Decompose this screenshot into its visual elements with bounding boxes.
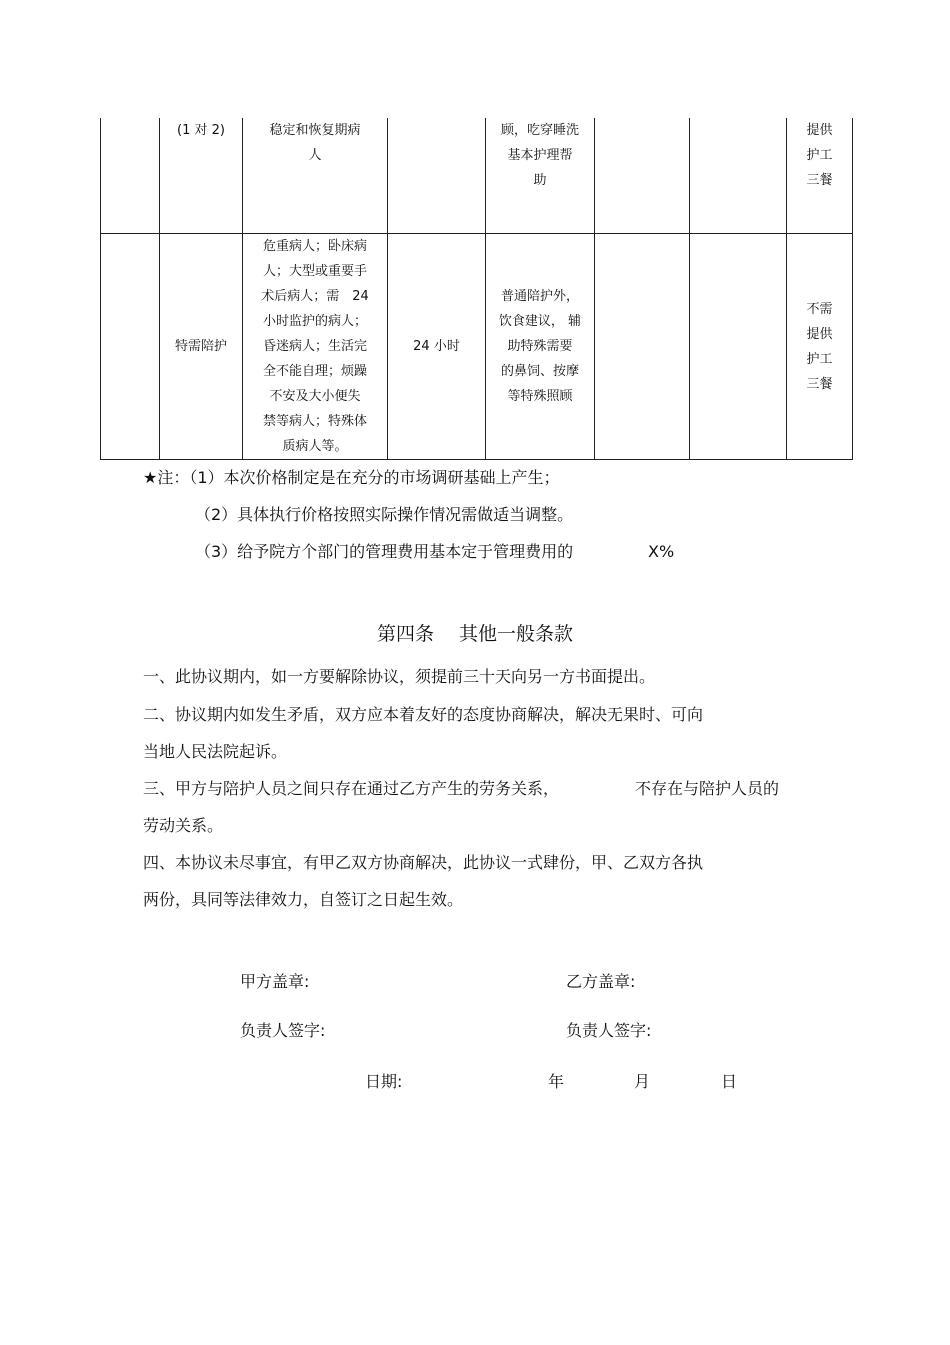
table-cell: [101, 118, 160, 234]
table-cell: [160, 234, 243, 460]
table-cell: [160, 118, 243, 234]
clause-1: 一、此协议期内，如一方要解除协议，须提前三十天向另一方书面提出。: [143, 667, 656, 686]
cell-line: 的鼻饲、按摩: [500, 364, 579, 379]
date-month: 月: [634, 1072, 651, 1091]
clause-3-line-2: 劳动关系。: [143, 816, 224, 835]
article-heading: 第四条 其他一般条款: [376, 623, 574, 645]
pricing-table: [100, 118, 853, 460]
cell-line: 饮食建议， 辅: [498, 314, 582, 329]
cell-line: 助特殊需要: [507, 339, 573, 354]
note-3: （3）给予院方个部门的管理费用基本定于管理费用的: [195, 542, 574, 561]
cell-line: 昏迷病人；生活完: [262, 339, 367, 354]
date-day: 日: [721, 1072, 738, 1091]
table-cell: [690, 118, 787, 234]
party-a-seal-label: 甲方盖章:: [240, 972, 310, 991]
clause-2-line-1: 二、协议期内如发生矛盾，双方应本着友好的态度协商解决，解决无果时、可向: [143, 705, 704, 724]
table-cell: [486, 234, 595, 460]
table-cell: [486, 118, 595, 234]
cell-line: 基本护理帮: [507, 148, 573, 163]
cell-line: 不安及大小便失: [269, 389, 361, 404]
cell-line: 术后病人；需 24: [261, 289, 369, 304]
party-b-sign-label: 负责人签字:: [566, 1021, 652, 1040]
clause-3-line-1-tail: 不存在与陪护人员的: [635, 779, 780, 798]
clause-4-line-1: 四、本协议未尽事宜，有甲乙双方协商解决，此协议一式肆份，甲、乙双方各执: [143, 853, 704, 872]
party-a-sign-label: 负责人签字:: [240, 1021, 326, 1040]
table-row: [101, 234, 853, 460]
cell-line: 提供: [806, 123, 833, 138]
service-hours: 24 小时: [413, 339, 460, 354]
cell-line: 稳定和恢复期病: [269, 123, 361, 138]
table-row: [101, 118, 853, 234]
cell-line: 护工: [806, 351, 833, 367]
cell-line: 三餐: [806, 376, 833, 392]
cell-line: 顾，吃穿睡洗: [500, 123, 579, 138]
cell-line: 三餐: [806, 173, 833, 188]
table-cell: [243, 118, 388, 234]
cell-line: 小时监护的病人；: [262, 314, 367, 329]
clause-3-line-1: 三、甲方与陪护人员之间只存在通过乙方产生的劳务关系，: [143, 779, 560, 798]
cell-line: 护工: [806, 148, 833, 163]
note-3-suffix: X%: [648, 542, 675, 561]
clause-2-line-2: 当地人民法院起诉。: [143, 742, 288, 761]
cell-line: 人；大型或重要手: [262, 264, 367, 279]
cell-line: 人: [308, 148, 322, 163]
table-cell: [243, 234, 388, 460]
note-2: （2）具体执行价格按照实际操作情况需做适当调整。: [195, 505, 574, 524]
note-1: ★注：（1）本次价格制定是在充分的市场调研基础上产生；: [143, 468, 560, 487]
table-cell: [595, 234, 690, 460]
table-cell: [388, 234, 486, 460]
cell-line: 全不能自理；烦躁: [262, 364, 367, 379]
table-cell: [595, 118, 690, 234]
clause-4-line-2: 两份，具同等法律效力，自签订之日起生效。: [143, 890, 464, 909]
date-year: 年: [548, 1072, 565, 1091]
cell-line: 助: [533, 173, 547, 188]
service-ratio: (1 对 2): [177, 123, 225, 138]
service-type: 特需陪护: [174, 339, 227, 354]
cell-line: 不需: [806, 301, 833, 317]
table-cell: [787, 118, 853, 234]
table-cell: [388, 118, 486, 234]
cell-line: 等特殊照顾: [507, 389, 573, 404]
table-cell: [101, 234, 160, 460]
party-b-seal-label: 乙方盖章:: [566, 972, 636, 991]
table-cell: [787, 234, 853, 460]
cell-line: 提供: [806, 326, 833, 342]
cell-line: 危重病人；卧床病: [262, 239, 367, 254]
date-label: 日期:: [365, 1072, 403, 1091]
table-cell: [690, 234, 787, 460]
cell-line: 禁等病人；特殊体: [262, 414, 367, 429]
cell-line: 普通陪护外，: [500, 289, 579, 304]
cell-line: 质病人等。: [282, 439, 348, 454]
